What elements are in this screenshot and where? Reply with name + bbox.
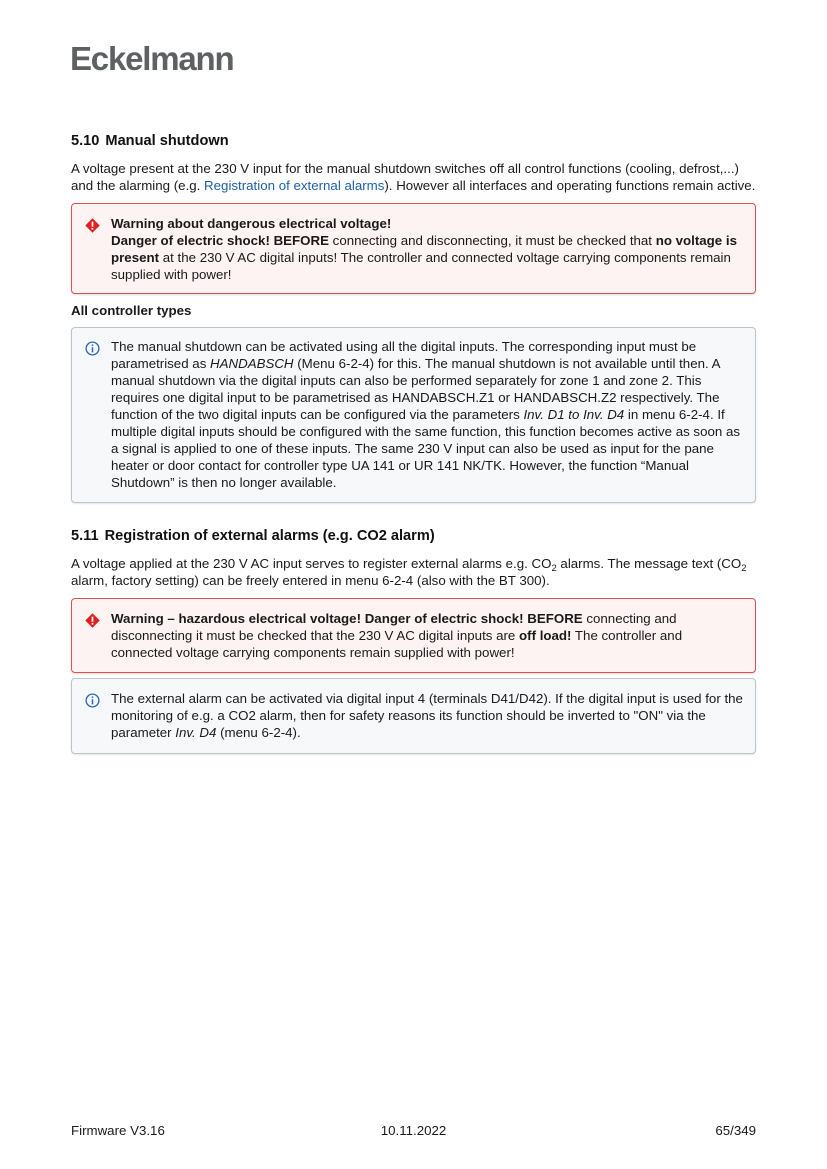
info-circle-icon bbox=[84, 340, 101, 357]
info-text: (menu 6-2-4). bbox=[216, 725, 301, 740]
info-text: The external alarm can be activated via digital input 4 (terminals D41/D42). If the digital input is used for the monitoring of e.g. a CO2 alarm, then for safety reasons its function should be inverted to "ON" via the parameter bbox=[111, 691, 743, 740]
footer-firmware: Firmware V3.16 bbox=[71, 1123, 165, 1138]
info-body bbox=[111, 338, 743, 491]
intro-text: alarm, factory setting) can be freely entered in menu 6-2-4 (also with the BT 300). bbox=[71, 573, 550, 588]
section-number: 5.10 bbox=[71, 133, 100, 149]
section-number: 5.11 bbox=[71, 528, 99, 544]
page-content bbox=[71, 132, 756, 754]
info-italic: Inv. D1 to Inv. D4 bbox=[523, 407, 625, 422]
intro-text: alarms. The message text (CO bbox=[556, 556, 742, 571]
info-body bbox=[111, 690, 743, 741]
section-title: Manual shutdown bbox=[105, 133, 229, 149]
info-text: The manual shutdown can be activated using all the digital inputs. The corresponding input must be parametrised as bbox=[111, 339, 697, 371]
info-box-manual-shutdown bbox=[71, 327, 756, 503]
section-5-11-intro bbox=[71, 555, 756, 589]
info-text: in menu 6-2-4. If multiple digital inputs should be configured with the same function, this function becomes active as soon as a signal is applied to one of these inputs. The same 230 V input can also be used as input for the pane heater or door contact for controller type UA 141 or UR 141 NK/TK. However, the function “Manual Shutdown” is then no longer available. bbox=[111, 407, 741, 490]
footer-page-number: 65/349 bbox=[715, 1123, 756, 1138]
warning-box-external-alarms bbox=[71, 598, 756, 673]
warning-text: at the 230 V AC digital inputs! The controller and connected voltage carrying components remain supplied with power! bbox=[111, 250, 731, 282]
subscript: 2 bbox=[551, 563, 557, 574]
warning-body bbox=[111, 232, 743, 283]
subscript: 2 bbox=[741, 563, 747, 574]
info-italic: HANDABSCH bbox=[210, 356, 294, 371]
subheading-all-controller-types: All controller types bbox=[71, 303, 192, 318]
warning-text: The controller and connected voltage carrying components remain supplied with power! bbox=[111, 628, 683, 660]
eckelmann-logo: Eckelmann bbox=[70, 40, 234, 77]
info-box-external-alarms bbox=[71, 678, 756, 754]
registration-external-alarms-link[interactable]: Registration of external alarms bbox=[204, 178, 385, 193]
intro-text: A voltage present at the 230 V input for the manual shutdown switches off all control functions (cooling, defrost,...) and the alarming (e.g. bbox=[71, 161, 739, 193]
warning-body bbox=[111, 610, 743, 661]
footer-date: 10.11.2022 bbox=[380, 1123, 447, 1138]
info-circle-icon bbox=[84, 692, 101, 709]
info-text: (Menu 6-2-4) for this. The manual shutdown is not available until then. A manual shutdown via the digital inputs can also be performed separately for zone 1 and zone 2. This requires one digital input to be parametrised as HANDABSCH.Z1 or HANDABSCH.Z2 respectively. The function of the two digital inputs can be configured via the parameters bbox=[111, 356, 720, 422]
section-5-10-heading bbox=[71, 132, 756, 150]
section-title: Registration of external alarms (e.g. CO2 alarm) bbox=[104, 528, 435, 544]
intro-text-end: ). However all interfaces and operating functions remain active. bbox=[384, 178, 756, 193]
section-5-10-intro bbox=[71, 160, 756, 194]
warning-box-manual-shutdown bbox=[71, 203, 756, 294]
info-italic: Inv. D4 bbox=[175, 725, 217, 740]
warning-bold: no voltage is present bbox=[111, 233, 737, 265]
warning-bold: Danger of electric shock! BEFORE bbox=[111, 233, 329, 248]
intro-text: A voltage applied at the 230 V AC input serves to register external alarms e.g. CO bbox=[71, 556, 552, 571]
warning-bold: off load! bbox=[519, 628, 572, 643]
section-5-11-heading bbox=[71, 527, 756, 545]
warning-diamond-icon bbox=[84, 612, 101, 629]
warning-diamond-icon bbox=[84, 217, 101, 234]
warning-title: Warning about dangerous electrical voltage! bbox=[111, 216, 392, 231]
warning-text: connecting and disconnecting it must be checked that the 230 V AC digital inputs are bbox=[111, 611, 677, 643]
warning-text: connecting and disconnecting, it must be checked⁠ that bbox=[328, 233, 656, 248]
warning-bold: Warning – hazardous electrical voltage! Danger of electric shock! BEFORE bbox=[111, 611, 583, 626]
